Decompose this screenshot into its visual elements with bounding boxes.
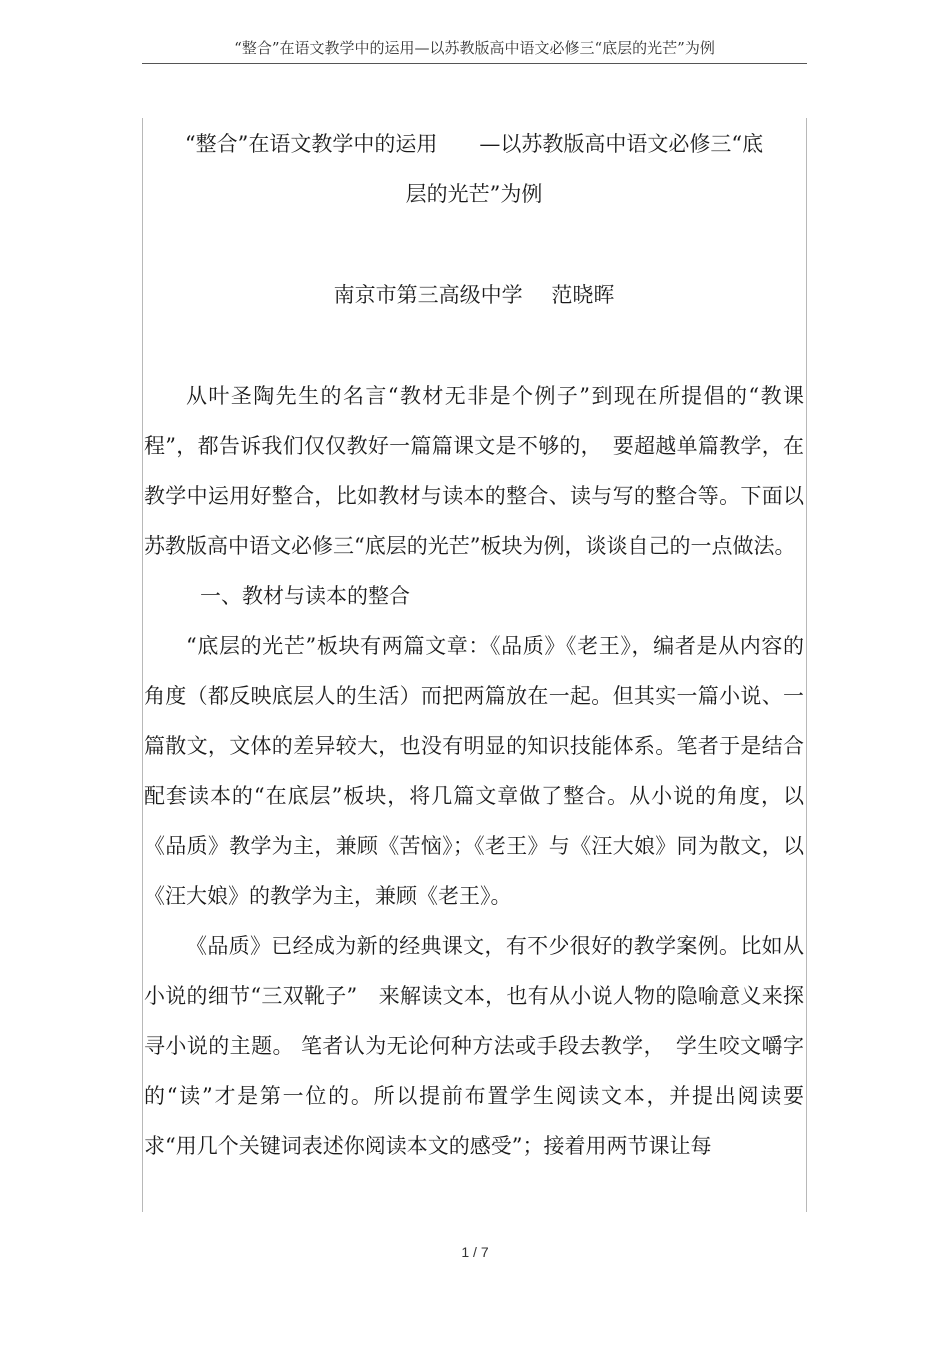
document-body — [144, 118, 804, 1171]
page-number: 1 / 7 — [461, 1244, 489, 1260]
text-frame-left-border — [142, 118, 143, 1212]
document-title-line-1: “整合”在语文教学中的运用 —以苏教版高中语文必修三“底 — [184, 132, 764, 156]
body-paragraph-2: “底层的光芒”板块有两篇文章：《品质》《老王》，编者是从内容的角度（都反映底层人的生活）而把两篇放在一起。但其实一篇小说、一篇散文，文体的差异较大，也没有明显的知识技能体系。笔者于是结合配套读本的“在底层”板块，将几篇文章做了整合。从小说的角度，以《品质》教学为主，兼顾《苦恼》；《老王》与《汪大娘》同为散文，以《汪大娘》的教学为主，兼顾《老王》。 — [144, 634, 804, 908]
section-heading-1: 一、教材与读本的整合 — [200, 584, 410, 608]
document-title-line-2: 层的光芒”为例 — [405, 182, 543, 206]
author-line — [144, 270, 804, 320]
intro-paragraph: 从叶圣陶先生的名言“教材无非是个例子”到现在所提倡的“教课程”，都告诉我们仅仅教好一篇篇课文是不够的， 要超越单篇教学，在教学中运用好整合，比如教材与读本的整合、读与写的整合等。下面以苏教版高中语文必修三“底层的光芒”板块为例，谈谈自己的一点做法。 — [144, 384, 804, 558]
text-frame-right-border — [806, 118, 807, 1212]
header-rule — [142, 63, 807, 64]
body-paragraph-3: 《品质》已经成为新的经典课文，有不少很好的教学案例。比如从小说的细节“三双靴子” 来解读文本，也有从小说人物的隐喻意义来探寻小说的主题。 笔者认为无论何种方法或手段去教学， 学生咬文嚼字的“读”才是第一位的。所以提前布置学生阅读文本，并提出阅读要求“用几个关键词表述你阅读本文的感受”；接着用两节课让每 — [144, 934, 804, 1158]
author-name: 范晓晖 — [551, 283, 615, 307]
running-header: “整合”在语文教学中的运用—以苏教版高中语文必修三“底层的光芒”为例 — [234, 39, 715, 57]
author-school: 南京市第三高级中学 — [333, 283, 523, 307]
